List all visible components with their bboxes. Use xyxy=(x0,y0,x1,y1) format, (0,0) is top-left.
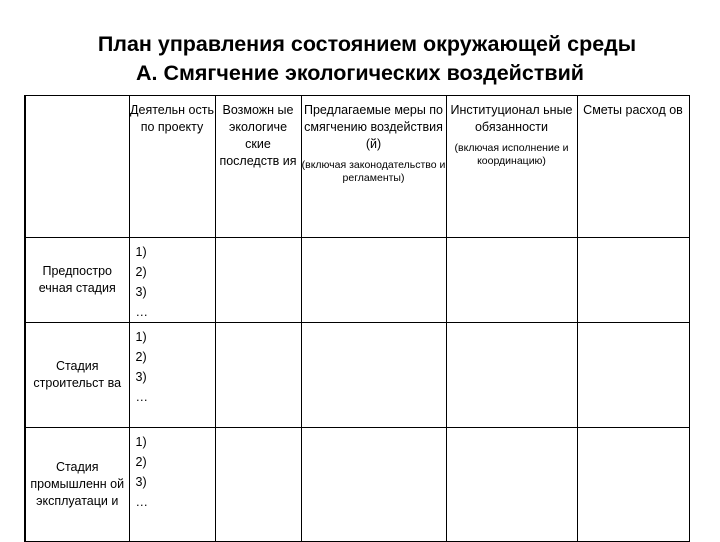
empty-cell xyxy=(446,238,577,323)
table-row xyxy=(25,323,689,428)
list-item: 1) xyxy=(135,330,147,344)
empty-cell xyxy=(446,323,577,428)
list-item: 3) xyxy=(135,370,147,384)
list-item: … xyxy=(135,390,148,404)
list-item: 2) xyxy=(135,265,147,279)
empty-cell xyxy=(577,238,689,323)
empty-cell xyxy=(215,428,301,542)
header-label: Институционал ьные обязанности xyxy=(450,103,573,134)
empty-cell xyxy=(446,428,577,542)
header-cost-estimates xyxy=(577,96,689,238)
activity-list xyxy=(129,238,215,323)
header-label: Предлагаемые меры по смягчению воздействия (й) xyxy=(303,103,444,151)
header-row xyxy=(25,96,689,238)
slide-title xyxy=(0,30,720,88)
list-item: … xyxy=(135,495,148,509)
stage-cell: Стадия строительст ва xyxy=(25,323,129,428)
list-item: 2) xyxy=(135,350,147,364)
activity-list xyxy=(129,323,215,428)
list-item: … xyxy=(135,305,148,319)
empty-cell xyxy=(301,428,446,542)
list-item: 2) xyxy=(135,455,147,469)
empty-cell xyxy=(577,323,689,428)
header-label: Сметы расход ов xyxy=(583,103,683,117)
table-row xyxy=(25,428,689,542)
empty-cell xyxy=(215,323,301,428)
stage-cell: Предпостро ечная стадия xyxy=(25,238,129,323)
list-item: 1) xyxy=(135,435,147,449)
header-possible-impacts xyxy=(215,96,301,238)
activity-list xyxy=(129,428,215,542)
header-note: (включая исполнение и координацию) xyxy=(454,142,569,167)
empty-cell xyxy=(301,323,446,428)
title-line-1: План управления состоянием окружающей среды xyxy=(97,32,637,56)
list-item: 3) xyxy=(135,285,147,299)
title-line-2: А. Смягчение экологических воздействий xyxy=(135,61,585,85)
stage-cell: Стадия промышленн ой эксплуатаци и xyxy=(25,428,129,542)
list-item: 1) xyxy=(135,245,147,259)
mitigation-plan-table xyxy=(24,95,690,542)
header-project-activity xyxy=(129,96,215,238)
header-mitigation-measures xyxy=(301,96,446,238)
header-label: Деятельн ость по проекту xyxy=(130,103,214,134)
header-note: (включая законодательство и регламенты) xyxy=(301,159,446,184)
list-item: 3) xyxy=(135,475,147,489)
empty-cell xyxy=(577,428,689,542)
empty-cell xyxy=(301,238,446,323)
header-institutional-responsibilities xyxy=(446,96,577,238)
header-label: Возможн ые экологиче ские последств ия xyxy=(219,103,297,168)
table-row xyxy=(25,238,689,323)
empty-cell xyxy=(215,238,301,323)
header-cell-empty xyxy=(25,96,129,238)
